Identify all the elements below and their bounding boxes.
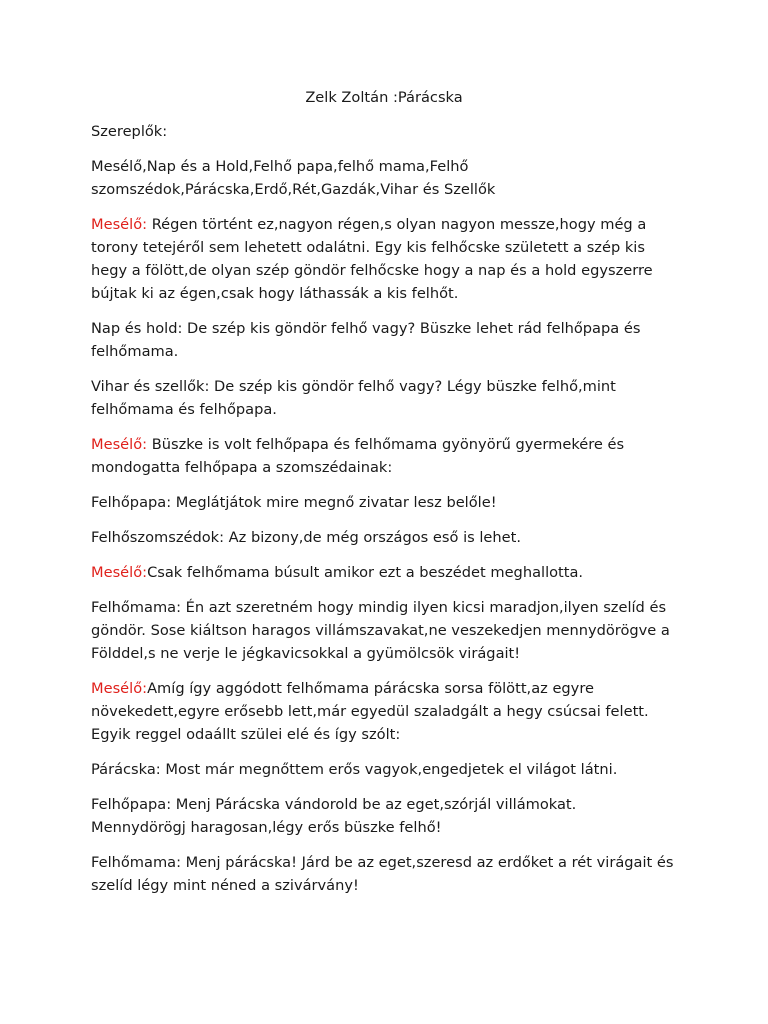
paragraph [91, 491, 691, 514]
line-text: Mesélő,Nap és a Hold,Felhő papa,felhő mama,Felhő [91, 158, 469, 175]
text-line [91, 340, 691, 363]
text-line [91, 793, 691, 816]
paragraph [91, 758, 691, 781]
speaker-label: Mesélő: [91, 680, 148, 697]
text-line [91, 433, 691, 456]
text-line [91, 120, 691, 143]
text-line [91, 874, 691, 897]
line-text: mondogatta felhőpapa a szomszédainak: [91, 459, 393, 476]
text-line [91, 677, 691, 700]
text-line [91, 375, 691, 398]
paragraph [91, 317, 691, 363]
text-line [91, 526, 691, 549]
line-text: torony tetejéről sem lehetett odalátni. Egy kis felhőcske született a szép kis [91, 239, 645, 256]
line-text: növekedett,egyre erősebb lett,már egyedül szaladgált a hegy csúcsai felett. [91, 703, 649, 720]
text-line [91, 398, 691, 421]
text-line [91, 619, 691, 642]
text-line [91, 561, 691, 584]
line-text: hegy a fölött,de olyan szép göndör felhőcske hogy a nap és a hold egyszerre [91, 262, 653, 279]
text-line [91, 236, 691, 259]
line-text: Vihar és szellők: De szép kis göndör felhő vagy? Légy büszke felhő,mint [91, 378, 616, 395]
paragraph [91, 677, 691, 746]
paragraph [91, 120, 691, 143]
line-text: Felhőpapa: Meglátjátok mire megnő zivatar lesz belőle! [91, 494, 497, 511]
line-text: Felhőszomszédok: Az bizony,de még országos eső is lehet. [91, 529, 521, 546]
text-line [91, 178, 691, 201]
paragraph [91, 851, 691, 897]
paragraph [91, 526, 691, 549]
line-text: Felhőpapa: Menj Párácska vándorold be az eget,szórjál villámokat. [91, 796, 577, 813]
speaker-label: Mesélő: [91, 564, 148, 581]
line-text: Felhőmama: Én azt szeretném hogy mindig ilyen kicsi maradjon,ilyen szelíd és [91, 599, 667, 616]
line-text: Mennydörögj haragosan,légy erős büszke felhő! [91, 819, 442, 836]
text-line [91, 642, 691, 665]
line-text: bújtak ki az égen,csak hogy láthassák a kis felhőt. [91, 285, 459, 302]
paragraph [91, 433, 691, 479]
paragraph [91, 793, 691, 839]
line-text: Szereplők: [91, 123, 168, 140]
paragraph [91, 561, 691, 584]
paragraph [91, 155, 691, 201]
speaker-label: Mesélő: [91, 436, 148, 453]
text-line [91, 700, 691, 723]
text-line [91, 816, 691, 839]
text-line [91, 456, 691, 479]
line-text: göndör. Sose kiáltson haragos villámszavakat,ne veszekedjen mennydörögve a [91, 622, 670, 639]
line-text: szomszédok,Párácska,Erdő,Rét,Gazdák,Vihar és Szellők [91, 181, 496, 198]
speaker-label: Mesélő: [91, 216, 148, 233]
text-line [91, 723, 691, 746]
line-text: Felhőmama: Menj párácska! Járd be az eget,szeresd az erdőket a rét virágait és [91, 854, 674, 871]
document-title: Zelk Zoltán :Párácska [305, 89, 463, 106]
text-line [91, 758, 691, 781]
line-text: felhőmama. [91, 343, 179, 360]
text-line [91, 851, 691, 874]
paragraph [91, 596, 691, 665]
line-text: Büszke is volt felhőpapa és felhőmama gyönyörű gyermekére és [147, 436, 625, 453]
text-line [91, 491, 691, 514]
line-text: Amíg így aggódott felhőmama párácska sorsa fölött,az egyre [147, 680, 594, 697]
line-text: Földdel,s ne verje le jégkavicsokkal a gyümölcsök virágait! [91, 645, 521, 662]
text-line [91, 155, 691, 178]
line-text: Csak felhőmama búsult amikor ezt a beszédet meghallotta. [147, 564, 584, 581]
line-text: Párácska: Most már megnőttem erős vagyok,engedjetek el világot látni. [91, 761, 618, 778]
line-text: szelíd légy mint néned a szivárvány! [91, 877, 359, 894]
text-line [91, 282, 691, 305]
paragraph [91, 375, 691, 421]
text-line [91, 596, 691, 619]
line-text: felhőmama és felhőpapa. [91, 401, 277, 418]
text-line [91, 213, 691, 236]
line-text: Nap és hold: De szép kis göndör felhő vagy? Büszke lehet rád felhőpapa és [91, 320, 641, 337]
paragraph [91, 213, 691, 305]
text-line [91, 317, 691, 340]
line-text: Régen történt ez,nagyon régen,s olyan nagyon messze,hogy még a [147, 216, 647, 233]
text-line [91, 259, 691, 282]
line-text: Egyik reggel odaállt szülei elé és így szólt: [91, 726, 401, 743]
document-body [91, 120, 691, 909]
